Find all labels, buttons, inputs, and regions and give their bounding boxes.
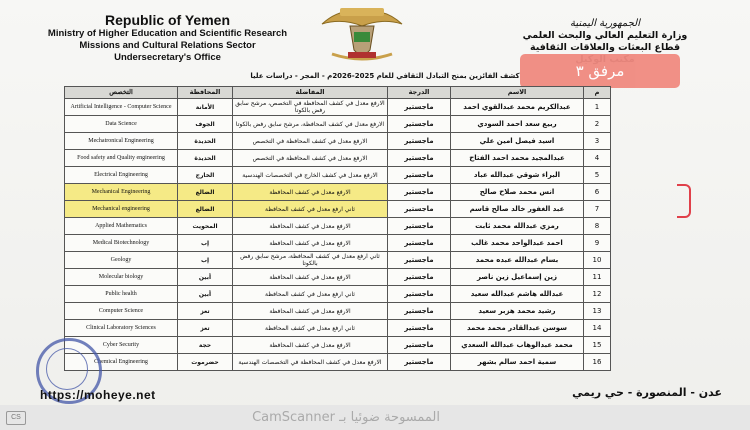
- cell-name: عبدالله هاشم عبدالله سعيد: [451, 286, 584, 303]
- footer-address: عدن - المنصورة - حي ريمي: [572, 386, 722, 399]
- cell-number: 16: [584, 354, 611, 371]
- cell-name: سمية احمد سالم بشهر: [451, 354, 584, 371]
- cell-degree: ماجستير: [388, 150, 451, 167]
- cell-name: رمزي عبدالله محمد ثابت: [451, 218, 584, 235]
- cell-governorate: تعز: [178, 320, 233, 337]
- table-row: [65, 303, 611, 320]
- attachment-label: مرفق ٣: [520, 54, 680, 88]
- cell-specialization: Geology: [65, 252, 178, 269]
- cell-governorate: المحويت: [178, 218, 233, 235]
- cell-governorate: حجة: [178, 337, 233, 354]
- cell-number: 5: [584, 167, 611, 184]
- table-row: [65, 320, 611, 337]
- cell-degree: ماجستير: [388, 116, 451, 133]
- header-ar-sector: قطاع البعثات والعلاقات الثقافية: [529, 42, 681, 53]
- cell-position: الارفع معدل في كشف المحافظة: [233, 337, 388, 354]
- table-row: [65, 337, 611, 354]
- cell-number: 12: [584, 286, 611, 303]
- cell-degree: ماجستير: [388, 201, 451, 218]
- col-header-specialization: التخصص: [65, 87, 178, 99]
- table-row: [65, 116, 611, 133]
- cell-specialization: Clinical Laboratory Sciences: [65, 320, 178, 337]
- handwritten-bracket-mark: [677, 184, 691, 218]
- header-ar-ministry: وزارة التعليم العالي والبحث العلمي: [522, 30, 688, 41]
- cell-name: رشيد محمد هزبر سعيد: [451, 303, 584, 320]
- cell-number: 8: [584, 218, 611, 235]
- table-row: [65, 201, 611, 218]
- cell-governorate: الحديدة: [178, 150, 233, 167]
- table-row: [65, 252, 611, 269]
- cell-name: سوسن عبدالقادر محمد محمد: [451, 320, 584, 337]
- table-row: [65, 286, 611, 303]
- header-en-sector: Missions and Cultural Relations Sector: [79, 40, 256, 51]
- cell-number: 15: [584, 337, 611, 354]
- col-header-name: الاسم: [451, 87, 584, 99]
- cell-number: 1: [584, 99, 611, 116]
- cell-governorate: أبين: [178, 286, 233, 303]
- cell-name: بسام عبدالله عبده محمد: [451, 252, 584, 269]
- table-header-row: [65, 87, 611, 99]
- header-en-ministry: Ministry of Higher Education and Scientific Research: [47, 28, 288, 39]
- cell-number: 13: [584, 303, 611, 320]
- cell-number: 11: [584, 269, 611, 286]
- table-row: [65, 269, 611, 286]
- camscanner-bar: [0, 405, 750, 430]
- table-row: [65, 184, 611, 201]
- table-row: [65, 235, 611, 252]
- cell-governorate: الجوف: [178, 116, 233, 133]
- cell-number: 4: [584, 150, 611, 167]
- cell-name: ربيع سعد احمد السودي: [451, 116, 584, 133]
- cell-degree: ماجستير: [388, 99, 451, 116]
- cell-degree: ماجستير: [388, 235, 451, 252]
- header-en-country: Republic of Yemen: [105, 12, 230, 28]
- cell-position: الارفع معدل في كشف المحافظة في التخصص: [233, 133, 388, 150]
- cell-governorate: إب: [178, 252, 233, 269]
- cell-position: الارفع معدل في كشف المحافظة، مرشح سابق رفض بالكوتا: [233, 116, 388, 133]
- cell-specialization: Cyber Security: [65, 337, 178, 354]
- cell-number: 6: [584, 184, 611, 201]
- header-english: [25, 12, 310, 64]
- cell-degree: ماجستير: [388, 320, 451, 337]
- cell-degree: ماجستير: [388, 354, 451, 371]
- cell-name: البراء شوقي عبدالله عباد: [451, 167, 584, 184]
- document-title: كشف الفائزين بمنح التبادل الثقافي للعام 2025-2026م - المجر - دراسات عليا: [250, 72, 520, 80]
- cell-specialization: Mechanical Engineering: [65, 184, 178, 201]
- cell-position: ثاني ارفع معدل في كشف المحافظة: [233, 201, 388, 218]
- cell-specialization: Mechatronical Engineering: [65, 133, 178, 150]
- col-header-governorate: المحافظة: [178, 87, 233, 99]
- cell-degree: ماجستير: [388, 303, 451, 320]
- table-row: [65, 99, 611, 116]
- cell-governorate: أبين: [178, 269, 233, 286]
- col-header-degree: الدرجة: [388, 87, 451, 99]
- cell-specialization: Public health: [65, 286, 178, 303]
- yemen-emblem-icon: [312, 4, 412, 66]
- cell-degree: ماجستير: [388, 218, 451, 235]
- cell-name: انس محمد صلاح صالح: [451, 184, 584, 201]
- cell-position: الارفع معدل في كشف المحافظة في التخصص: [233, 150, 388, 167]
- cell-degree: ماجستير: [388, 133, 451, 150]
- cell-name: عبدالكريم محمد عبدالقوي احمد: [451, 99, 584, 116]
- cell-specialization: Molecular biology: [65, 269, 178, 286]
- cell-specialization: Artificial Intelligence - Computer Science: [65, 99, 178, 116]
- cell-specialization: Chemical Engineering: [65, 354, 178, 371]
- cell-number: 3: [584, 133, 611, 150]
- cell-specialization: Food safety and Quality engineering: [65, 150, 178, 167]
- cell-position: الارفع معدل في كشف المحافظة: [233, 303, 388, 320]
- header-en-office: Undersecretary's Office: [114, 52, 221, 63]
- cell-number: 2: [584, 116, 611, 133]
- cell-specialization: Electrical Engineering: [65, 167, 178, 184]
- header-ar-country: الجمهورية اليمنية: [569, 18, 640, 29]
- cell-position: ثاني ارفع معدل في كشف المحافظة: [233, 320, 388, 337]
- cell-governorate: الضالع: [178, 201, 233, 218]
- cell-position: الارفع معدل في كشف المحافظة في التخصص، مرشح سابق رفض بالكوتا: [233, 99, 388, 116]
- camscanner-watermark: الممسوحة ضوئيا بـ CamScanner: [252, 410, 440, 425]
- cell-position: ثاني ارفع معدل في كشف المحافظة: [233, 286, 388, 303]
- cell-number: 7: [584, 201, 611, 218]
- cell-number: 14: [584, 320, 611, 337]
- cell-degree: ماجستير: [388, 337, 451, 354]
- cell-degree: ماجستير: [388, 286, 451, 303]
- cell-name: عبد الغفور خالد صالح قاسم: [451, 201, 584, 218]
- table-row: [65, 150, 611, 167]
- cell-degree: ماجستير: [388, 252, 451, 269]
- cell-position: الارفع معدل في كشف المحافظة: [233, 269, 388, 286]
- cell-specialization: Computer Science: [65, 303, 178, 320]
- cell-degree: ماجستير: [388, 167, 451, 184]
- cell-position: الارفع معدل في كشف المحافظة في التخصصات الهندسية: [233, 354, 388, 371]
- cell-specialization: Data Science: [65, 116, 178, 133]
- cell-governorate: الضالع: [178, 184, 233, 201]
- cell-position: الارفع معدل في كشف المحافظة: [233, 235, 388, 252]
- cell-specialization: Medical Biotechnology: [65, 235, 178, 252]
- cell-name: زين إسماعيل زين ناصر: [451, 269, 584, 286]
- col-header-number: م: [584, 87, 611, 99]
- cell-name: عبدالمجيد محمد احمد الفتاح: [451, 150, 584, 167]
- table-row: [65, 354, 611, 371]
- footer-url: https://moheye.net: [40, 388, 156, 402]
- cell-specialization: Mechanical engineering: [65, 201, 178, 218]
- cell-name: اسيد فيصل امين علي: [451, 133, 584, 150]
- cell-governorate: الحديدة: [178, 133, 233, 150]
- cell-position: الارفع معدل في كشف المحافظة: [233, 218, 388, 235]
- cell-position: الارفع معدل في كشف المحافظة: [233, 184, 388, 201]
- cell-position: ثاني ارفع معدل في كشف المحافظة، مرشح سابق رفض بالكوتا: [233, 252, 388, 269]
- cell-degree: ماجستير: [388, 269, 451, 286]
- cell-degree: ماجستير: [388, 184, 451, 201]
- cell-governorate: الأمانة: [178, 99, 233, 116]
- cell-number: 10: [584, 252, 611, 269]
- col-header-position: المفاضلة: [233, 87, 388, 99]
- camscanner-logo-icon: CS: [6, 411, 26, 425]
- cell-name: محمد عبدالوهاب عبدالله السعدي: [451, 337, 584, 354]
- cell-governorate: تعز: [178, 303, 233, 320]
- table-row: [65, 218, 611, 235]
- winners-table: [64, 86, 611, 371]
- table-row: [65, 167, 611, 184]
- cell-specialization: Applied Mathematics: [65, 218, 178, 235]
- cell-name: احمد عبدالواحد محمد غالب: [451, 235, 584, 252]
- cell-governorate: إب: [178, 235, 233, 252]
- cell-governorate: الخارج: [178, 167, 233, 184]
- table-row: [65, 133, 611, 150]
- cell-governorate: حضرموت: [178, 354, 233, 371]
- cell-number: 9: [584, 235, 611, 252]
- cell-position: الارفع معدل في كشف الخارج في التخصصات الهندسية: [233, 167, 388, 184]
